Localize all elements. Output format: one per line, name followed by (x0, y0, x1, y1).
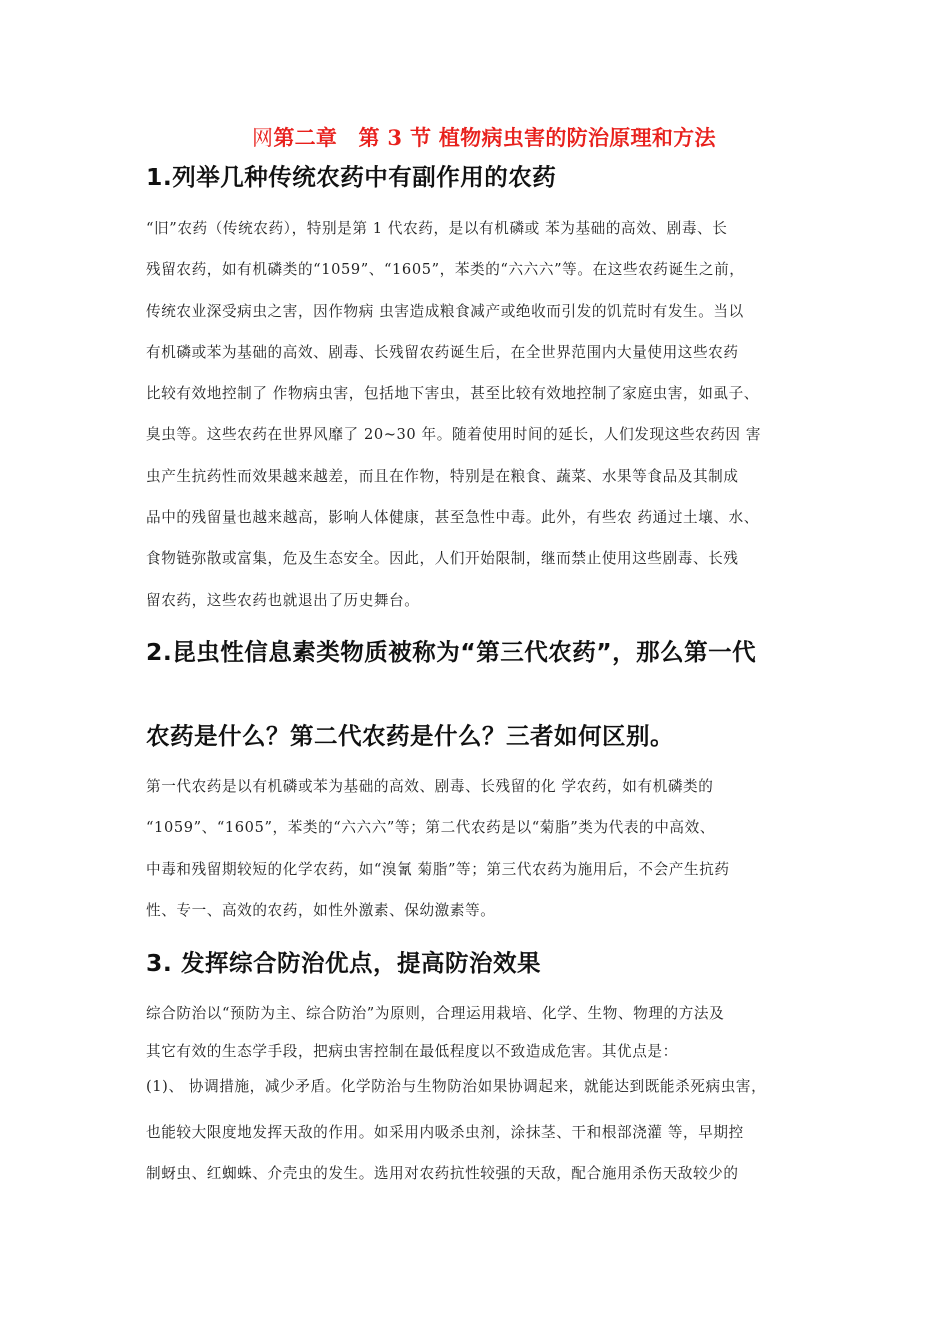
section-3-line: (1)、 协调措施，减少矛盾。化学防治与生物防治如果协调起来，就能达到既能杀死病虫害， (146, 1078, 767, 1095)
section-2-line: “1059”、“1605”，苯类的“六六六”等；第二代农药是以“菊脂”类为代表的中高效、 (146, 819, 715, 837)
section-3-body (146, 993, 826, 1034)
section-3-line: 也能较大限度地发挥天敌的作用。如采用内吸杀虫剂，涂抹茎、干和根部浇灌 等，早期控 (146, 1124, 744, 1141)
section-1-line: 残留农药，如有机磷类的“1059”、“1605”，苯类的“六六六”等。在这些农药诞生之前， (146, 261, 745, 279)
title-prefix: 网 (252, 126, 274, 150)
title-text: 第二章 第 3 节 植物病虫害的防治原理和方法 (273, 125, 716, 150)
section-3-body-tail (146, 1112, 826, 1195)
section-3-line: 其它有效的生态学手段，把病虫害控制在最低程度以不致造成危害。其优点是： (146, 1043, 678, 1060)
section-1-line: 比较有效地控制了 作物病虫害，包括地下害虫，甚至比较有效地控制了家庭虫害，如虱子、 (146, 385, 759, 403)
section-1-line: 品中的残留量也越来越高，影响人体健康，甚至急性中毒。此外，有些农 药通过土壤、水、 (146, 509, 759, 527)
section-3-line: 制蚜虫、红蜘蛛、介壳虫的发生。选用对农药抗性较强的天敌，配合施用杀伤天敌较少的 (146, 1165, 739, 1183)
section-1-line: 臭虫等。这些农药在世界风靡了 20~30 年。随着使用时间的延长，人们发现这些农药因 害 (146, 426, 762, 444)
section-1-line: 食物链弥散或富集，危及生态安全。因此，人们开始限制，继而禁止使用这些剧毒、长残 (146, 550, 739, 568)
section-3-line: 综合防治以“预防为主、综合防治”为原则，合理运用栽培、化学、生物、物理的方法及 (146, 1005, 725, 1022)
section-2-line: 性、专一、高效的农药，如性外激素、保幼激素等。 (146, 901, 496, 919)
section-1-line: 有机磷或苯为基础的高效、剧毒、长残留农药诞生后，在全世界范围内大量使用这些农药 (146, 343, 739, 361)
section-1-line: 传统农业深受病虫之害，因作物病 虫害造成粮食减产或绝收而引发的饥荒时有发生。当以 (146, 302, 744, 320)
section-2-line: 中毒和残留期较短的化学农药，如“溴氰 菊脂”等；第三代农药为施用后，不会产生抗药 (146, 860, 730, 878)
section-3-body-cont (146, 1034, 826, 1104)
section-3-heading: 3. 发挥综合防治优点，提高防治效果 (146, 949, 541, 977)
section-2-body (146, 766, 826, 931)
section-2-heading-line-2: 农药是什么？第二代农药是什么？三者如何区别。 (146, 722, 674, 750)
section-1-heading: 1.列举几种传统农药中有副作用的农药 (146, 163, 557, 191)
section-1-line: 留农药，这些农药也就退出了历史舞台。 (146, 591, 420, 609)
section-1-line: 虫产生抗药性而效果越来越差，而且在作物，特别是在粮食、蔬菜、水果等食品及其制成 (146, 467, 739, 485)
section-1-line: “旧”农药（传统农药），特别是第 1 代农药，是以有机磷或 苯为基础的高效、剧毒、长 (146, 220, 728, 237)
section-1-body (146, 208, 826, 621)
section-2-heading-line-1: 2.昆虫性信息素类物质被称为“第三代农药”，那么第一代 (146, 638, 757, 666)
section-2-line: 第一代农药是以有机磷或苯为基础的高效、剧毒、长残留的化 学农药，如有机磷类的 (146, 778, 714, 795)
page-title (252, 122, 716, 152)
